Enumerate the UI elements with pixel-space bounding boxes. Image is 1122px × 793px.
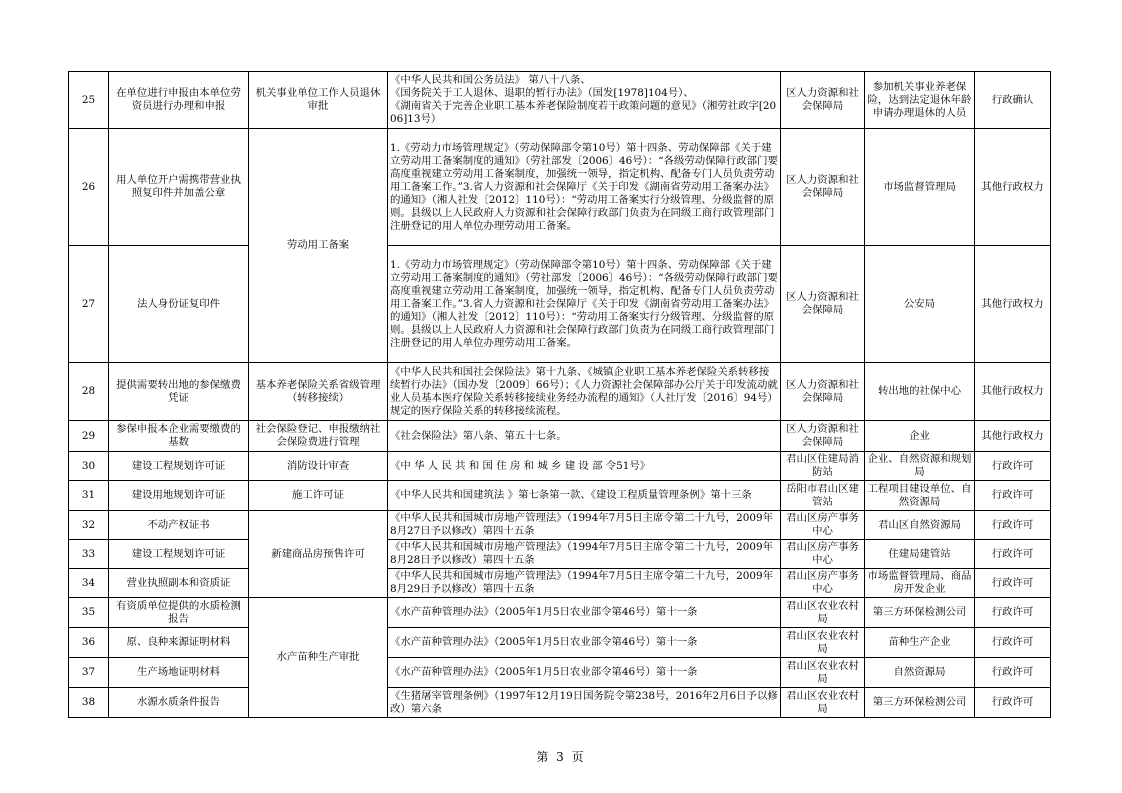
- handling-department: 君山区农业农村局: [781, 598, 865, 628]
- table-row: [69, 511, 1051, 540]
- table-row: [69, 569, 1051, 598]
- legal-basis: 《中华人民共和国公务员法》 第八十八条、 《国务院关于工人退休、退职的暂行办法》（国发[1978]104号）、 《湖南省关于完善企业职工基本养老保险制度若干政策问题的意见》（湘劳社政字[2006]13号）: [388, 72, 781, 129]
- legal-basis: 《中华人民共和国建筑法 》第七条第一款、《建设工程质量管理条例》第十三条: [388, 481, 781, 511]
- material-source: 第三方环保检测公司: [865, 688, 975, 718]
- material-source: 住建局建管站: [865, 540, 975, 569]
- handling-department: 君山区房产事务中心: [781, 511, 865, 540]
- table-row: [69, 246, 1051, 363]
- required-material: 生产场地证明材料: [109, 658, 249, 688]
- material-source: 企业: [865, 421, 975, 452]
- required-material: 在单位进行申报由本单位劳资员进行办理和申报: [109, 72, 249, 129]
- approval-item: 新建商品房预售许可: [249, 511, 388, 598]
- handling-department: 区人力资源和社会保障局: [781, 421, 865, 452]
- row-number: 29: [69, 421, 109, 452]
- required-material: 建设用地规划许可证: [109, 481, 249, 511]
- matter-type: 行政许可: [975, 569, 1051, 598]
- material-source: 公安局: [865, 246, 975, 363]
- row-number: 33: [69, 540, 109, 569]
- material-source: 市场监督管理局: [865, 129, 975, 246]
- legal-basis: 《社会保险法》第八条、第五十七条。: [388, 421, 781, 452]
- required-material: 用人单位开户需携带营业执照复印件并加盖公章: [109, 129, 249, 246]
- legal-basis: 《生猪屠宰管理条例》（1997年12月19日国务院令第238号，2016年2月6日予以修改）第六条: [388, 688, 781, 718]
- matter-type: 行政许可: [975, 481, 1051, 511]
- matter-type: 行政许可: [975, 628, 1051, 658]
- legal-basis: 1.《劳动力市场管理规定》（劳动保障部令第10号）第十四条、劳动保障部《关于建立劳动用工备案制度的通知》（劳社部发〔2006〕46号）：“各级劳动保障行政部门要高度重视建立劳动用工备案制度，加强统一领导，指定机构、配备专门人员负责劳动用工备案工作。”3.省人力资源和社会保障厅《关于印发《湖南省劳动用工备案办法》的通知》（湘人社发〔2012〕110号）：“劳动用工备案实行分级管理、分级监督的原则。县级以上人民政府人力资源和社会保障行政部门负责为在同级工商行政管理部门注册登记的用人单位办理劳动用工备案。: [388, 246, 781, 363]
- legal-basis: 《中华人民共和国社会保险法》第十九条、《城镇企业职工基本养老保险关系转移接续暂行办法》（国办发〔2009〕66号）；《人力资源社会保障部办公厅关于印发流动就业人员基本医疗保险关系转移接续业务经办流程的通知》（人社厅发〔2016〕94号）规定的医疗保险关系的转移接续流程。: [388, 363, 781, 421]
- handling-department: 君山区房产事务中心: [781, 540, 865, 569]
- material-source: 第三方环保检测公司: [865, 598, 975, 628]
- materials-table: [68, 71, 1051, 718]
- table-row: [69, 72, 1051, 129]
- handling-department: 君山区农业农村局: [781, 688, 865, 718]
- table-row: [69, 421, 1051, 452]
- material-source: 转出地的社保中心: [865, 363, 975, 421]
- legal-basis: 《中华人民共和国城市房地产管理法》（1994年7月5日主席令第二十九号，2009年8月29日予以修改）第四十五条: [388, 569, 781, 598]
- legal-basis: 1.《劳动力市场管理规定》（劳动保障部令第10号）第十四条、劳动保障部《关于建立劳动用工备案制度的通知》（劳社部发〔2006〕46号）：“各级劳动保障行政部门要高度重视建立劳动用工备案制度，加强统一领导，指定机构、配备专门人员负责劳动用工备案工作。”3.省人力资源和社会保障厅《关于印发《湖南省劳动用工备案办法》的通知》（湘人社发〔2012〕110号）：“劳动用工备案实行分级管理、分级监督的原则。县级以上人民政府人力资源和社会保障行政部门负责为在同级工商行政管理部门注册登记的用人单位办理劳动用工备案。: [388, 129, 781, 246]
- legal-basis: 《中华人民共和国城市房地产管理法》（1994年7月5日主席令第二十九号，2009年8月27日予以修改）第四十五条: [388, 511, 781, 540]
- legal-basis: 《中华人民共和国城市房地产管理法》（1994年7月5日主席令第二十九号，2009年8月28日予以修改）第四十五条: [388, 540, 781, 569]
- required-material: 建设工程规划许可证: [109, 452, 249, 481]
- legal-basis: 《水产苗种管理办法》（2005年1月5日农业部令第46号）第十一条: [388, 658, 781, 688]
- table-row: [69, 363, 1051, 421]
- matter-type: 其他行政权力: [975, 129, 1051, 246]
- material-source: 企业、自然资源和规划局: [865, 452, 975, 481]
- material-source: 工程项目建设单位、自然资源局: [865, 481, 975, 511]
- material-source: 苗种生产企业: [865, 628, 975, 658]
- table-row: [69, 598, 1051, 628]
- table-row: [69, 688, 1051, 718]
- row-number: 26: [69, 129, 109, 246]
- matter-type: 其他行政权力: [975, 421, 1051, 452]
- row-number: 34: [69, 569, 109, 598]
- matter-type: 行政许可: [975, 598, 1051, 628]
- required-material: 不动产权证书: [109, 511, 249, 540]
- matter-type: 行政许可: [975, 658, 1051, 688]
- approval-item: 劳动用工备案: [249, 129, 388, 363]
- table-row: [69, 481, 1051, 511]
- required-material: 建设工程规划许可证: [109, 540, 249, 569]
- approval-item: 消防设计审查: [249, 452, 388, 481]
- material-source: 君山区自然资源局: [865, 511, 975, 540]
- matter-type: 行政许可: [975, 452, 1051, 481]
- material-source: 市场监督管理局、商品房开发企业: [865, 569, 975, 598]
- required-material: 水源水质条件报告: [109, 688, 249, 718]
- row-number: 38: [69, 688, 109, 718]
- matter-type: 行政许可: [975, 540, 1051, 569]
- approval-item: 社会保险登记、申报缴纳社会保险费进行管理: [249, 421, 388, 452]
- row-number: 31: [69, 481, 109, 511]
- required-material: 原、良种来源证明材料: [109, 628, 249, 658]
- approval-item: 水产苗种生产审批: [249, 598, 388, 718]
- table-row: [69, 540, 1051, 569]
- legal-basis: 《水产苗种管理办法》（2005年1月5日农业部令第46号）第十一条: [388, 628, 781, 658]
- table-row: [69, 452, 1051, 481]
- handling-department: 君山区农业农村局: [781, 658, 865, 688]
- row-number: 28: [69, 363, 109, 421]
- matter-type: 行政确认: [975, 72, 1051, 129]
- handling-department: 君山区农业农村局: [781, 628, 865, 658]
- row-number: 37: [69, 658, 109, 688]
- row-number: 30: [69, 452, 109, 481]
- row-number: 25: [69, 72, 109, 129]
- matter-type: 行政许可: [975, 511, 1051, 540]
- material-source: 参加机关事业养老保险，达到法定退休年龄申请办理退休的人员: [865, 72, 975, 129]
- material-source: 自然资源局: [865, 658, 975, 688]
- page-number: 第 3 页: [536, 750, 586, 764]
- handling-department: 区人力资源和社会保障局: [781, 246, 865, 363]
- required-material: 参保申报本企业需要缴费的基数: [109, 421, 249, 452]
- row-number: 35: [69, 598, 109, 628]
- approval-item: 机关事业单位工作人员退休审批: [249, 72, 388, 129]
- handling-department: 区人力资源和社会保障局: [781, 129, 865, 246]
- required-material: 法人身份证复印件: [109, 246, 249, 363]
- legal-basis: 《水产苗种管理办法》（2005年1月5日农业部令第46号）第十一条: [388, 598, 781, 628]
- table-row: [69, 129, 1051, 246]
- handling-department: 区人力资源和社会保障局: [781, 363, 865, 421]
- row-number: 27: [69, 246, 109, 363]
- handling-department: 君山区住建局消防站: [781, 452, 865, 481]
- table-row: [69, 628, 1051, 658]
- matter-type: 其他行政权力: [975, 246, 1051, 363]
- handling-department: 岳阳市君山区建管站: [781, 481, 865, 511]
- required-material: 提供需要转出地的参保缴费凭证: [109, 363, 249, 421]
- required-material: 营业执照副本和资质证: [109, 569, 249, 598]
- legal-basis: 《中 华 人 民 共 和 国 住 房 和 城 乡 建 设 部 令51号》: [388, 452, 781, 481]
- matter-type: 其他行政权力: [975, 363, 1051, 421]
- required-material: 有资质单位提供的水质检测报告: [109, 598, 249, 628]
- handling-department: 君山区房产事务中心: [781, 569, 865, 598]
- row-number: 36: [69, 628, 109, 658]
- matter-type: 行政许可: [975, 688, 1051, 718]
- table-row: [69, 658, 1051, 688]
- approval-item: 施工许可证: [249, 481, 388, 511]
- handling-department: 区人力资源和社会保障局: [781, 72, 865, 129]
- approval-item: 基本养老保险关系省级管理（转移接续）: [249, 363, 388, 421]
- row-number: 32: [69, 511, 109, 540]
